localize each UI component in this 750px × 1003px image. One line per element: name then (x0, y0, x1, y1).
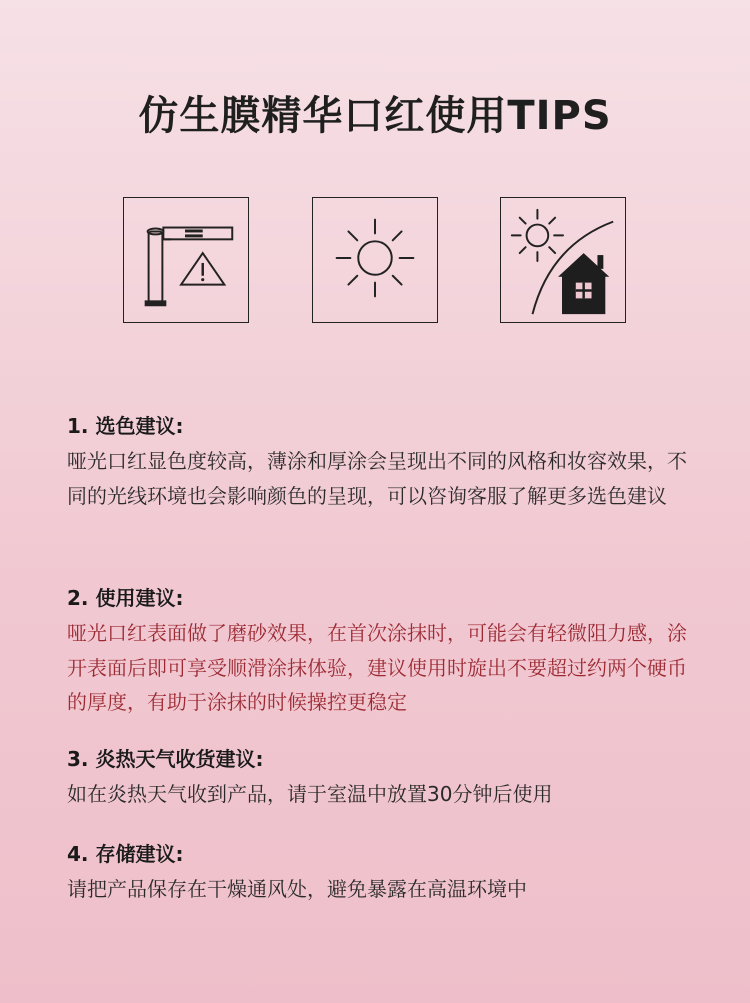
page-title: 仿生膜精华口红使用TIPS (138, 93, 612, 139)
section-hot-weather-advice (67, 745, 697, 812)
section-heading: 3. 炎热天气收货建议: (67, 747, 264, 771)
section-body: 请把产品保存在干燥通风处，避免暴露在高温环境中 (67, 877, 527, 901)
section-heading: 1. 选色建议: (67, 414, 184, 438)
section-body: 哑光口红表面做了磨砂效果，在首次涂抹时，可能会有轻微阻力感，涂开表面后即可享受顺滑涂抹体验，建议使用时旋出不要超过约两个硬币的厚度，有助于涂抹的时候操控更稳定 (67, 621, 687, 714)
section-usage-advice (67, 584, 697, 720)
section-color-advice (67, 412, 697, 513)
section-body: 如在炎热天气收到产品，请于室温中放置30分钟后使用 (67, 782, 553, 806)
section-body: 哑光口红显色度较高，薄涂和厚涂会呈现出不同的风格和妆容效果，不同的光线环境也会影响颜色的呈现，可以咨询客服了解更多选色建议 (67, 449, 687, 508)
section-heading: 4. 存储建议: (67, 842, 184, 866)
barrier-warning-icon (123, 197, 249, 323)
sun-icon (312, 197, 438, 323)
sun-house-icon (500, 197, 626, 323)
section-storage-advice (67, 840, 697, 907)
section-heading: 2. 使用建议: (67, 586, 184, 610)
